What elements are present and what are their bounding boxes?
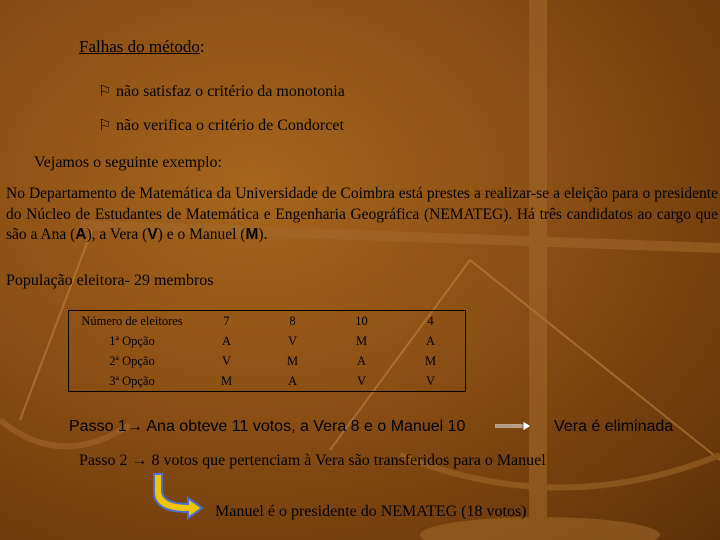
bullet-monotonia <box>98 82 345 101</box>
table-cell: 7 <box>223 313 230 328</box>
table-row-label: 1ª Opção <box>109 333 155 348</box>
bullet-text: não satisfaz o critério da monotonia <box>116 83 345 100</box>
bullet-text: não verifica o critério de Condorcet <box>116 117 344 134</box>
table-row <box>69 351 466 371</box>
candidate-ana: A <box>75 226 87 243</box>
flag-icon: ⚐ <box>98 82 112 100</box>
table-cell: V <box>221 353 232 368</box>
table-cell: M <box>424 353 437 368</box>
table-row <box>69 311 466 332</box>
flag-icon: ⚐ <box>98 116 112 134</box>
table-row-label: 3ª Opção <box>109 373 155 388</box>
table-row <box>69 331 466 351</box>
table-cell: 10 <box>355 313 368 328</box>
table-cell: V <box>356 373 367 388</box>
slide-heading: Falhas do método: <box>79 37 205 56</box>
table-cell: A <box>425 333 436 348</box>
table-row-label: 2ª Opção <box>109 353 155 368</box>
table-cell: V <box>425 373 436 388</box>
table-cell: M <box>355 333 368 348</box>
table-header-label: Número de eleitores <box>81 313 183 328</box>
table-cell: A <box>287 373 298 388</box>
table-cell: A <box>356 353 367 368</box>
table-cell: M <box>220 373 233 388</box>
result-text: Manuel é o presidente do NEMATEG (18 votos) <box>215 503 527 520</box>
step-2-text: Passo 2 → 8 votos que pertenciam à Vera são transferidos para o Manuel <box>79 452 546 469</box>
table-cell: M <box>286 353 299 368</box>
example-intro: Vejamos o seguinte exemplo: <box>34 154 222 171</box>
table-cell: A <box>221 333 232 348</box>
preference-table <box>68 310 466 392</box>
right-arrow-icon <box>493 418 533 434</box>
candidate-vera: V <box>147 226 158 243</box>
bullet-condorcet <box>98 116 344 135</box>
curved-arrow-icon <box>148 470 218 520</box>
table-cell: 4 <box>427 313 434 328</box>
step-1-text: Passo 1→ Ana obteve 11 votos, a Vera 8 e o Manuel 10 <box>69 418 466 435</box>
table-cell: 8 <box>289 313 296 328</box>
description-paragraph: No Departamento de Matemática da Universidade de Coimbra está prestes a realizar-se a eleição para o presidente do Núcleo de Estudantes de Matemática e Engenharia Geográfica (NEMATEG). Há três candidatos ao cargo que são a Ana (A), a Vera (V) e o Manuel (M). <box>6 185 718 243</box>
population-text: População eleitora- 29 membros <box>6 272 214 289</box>
table-cell: V <box>287 333 298 348</box>
candidate-manuel: M <box>245 226 259 243</box>
eliminated-text: Vera é eliminada <box>554 418 674 435</box>
table-row <box>69 371 466 392</box>
